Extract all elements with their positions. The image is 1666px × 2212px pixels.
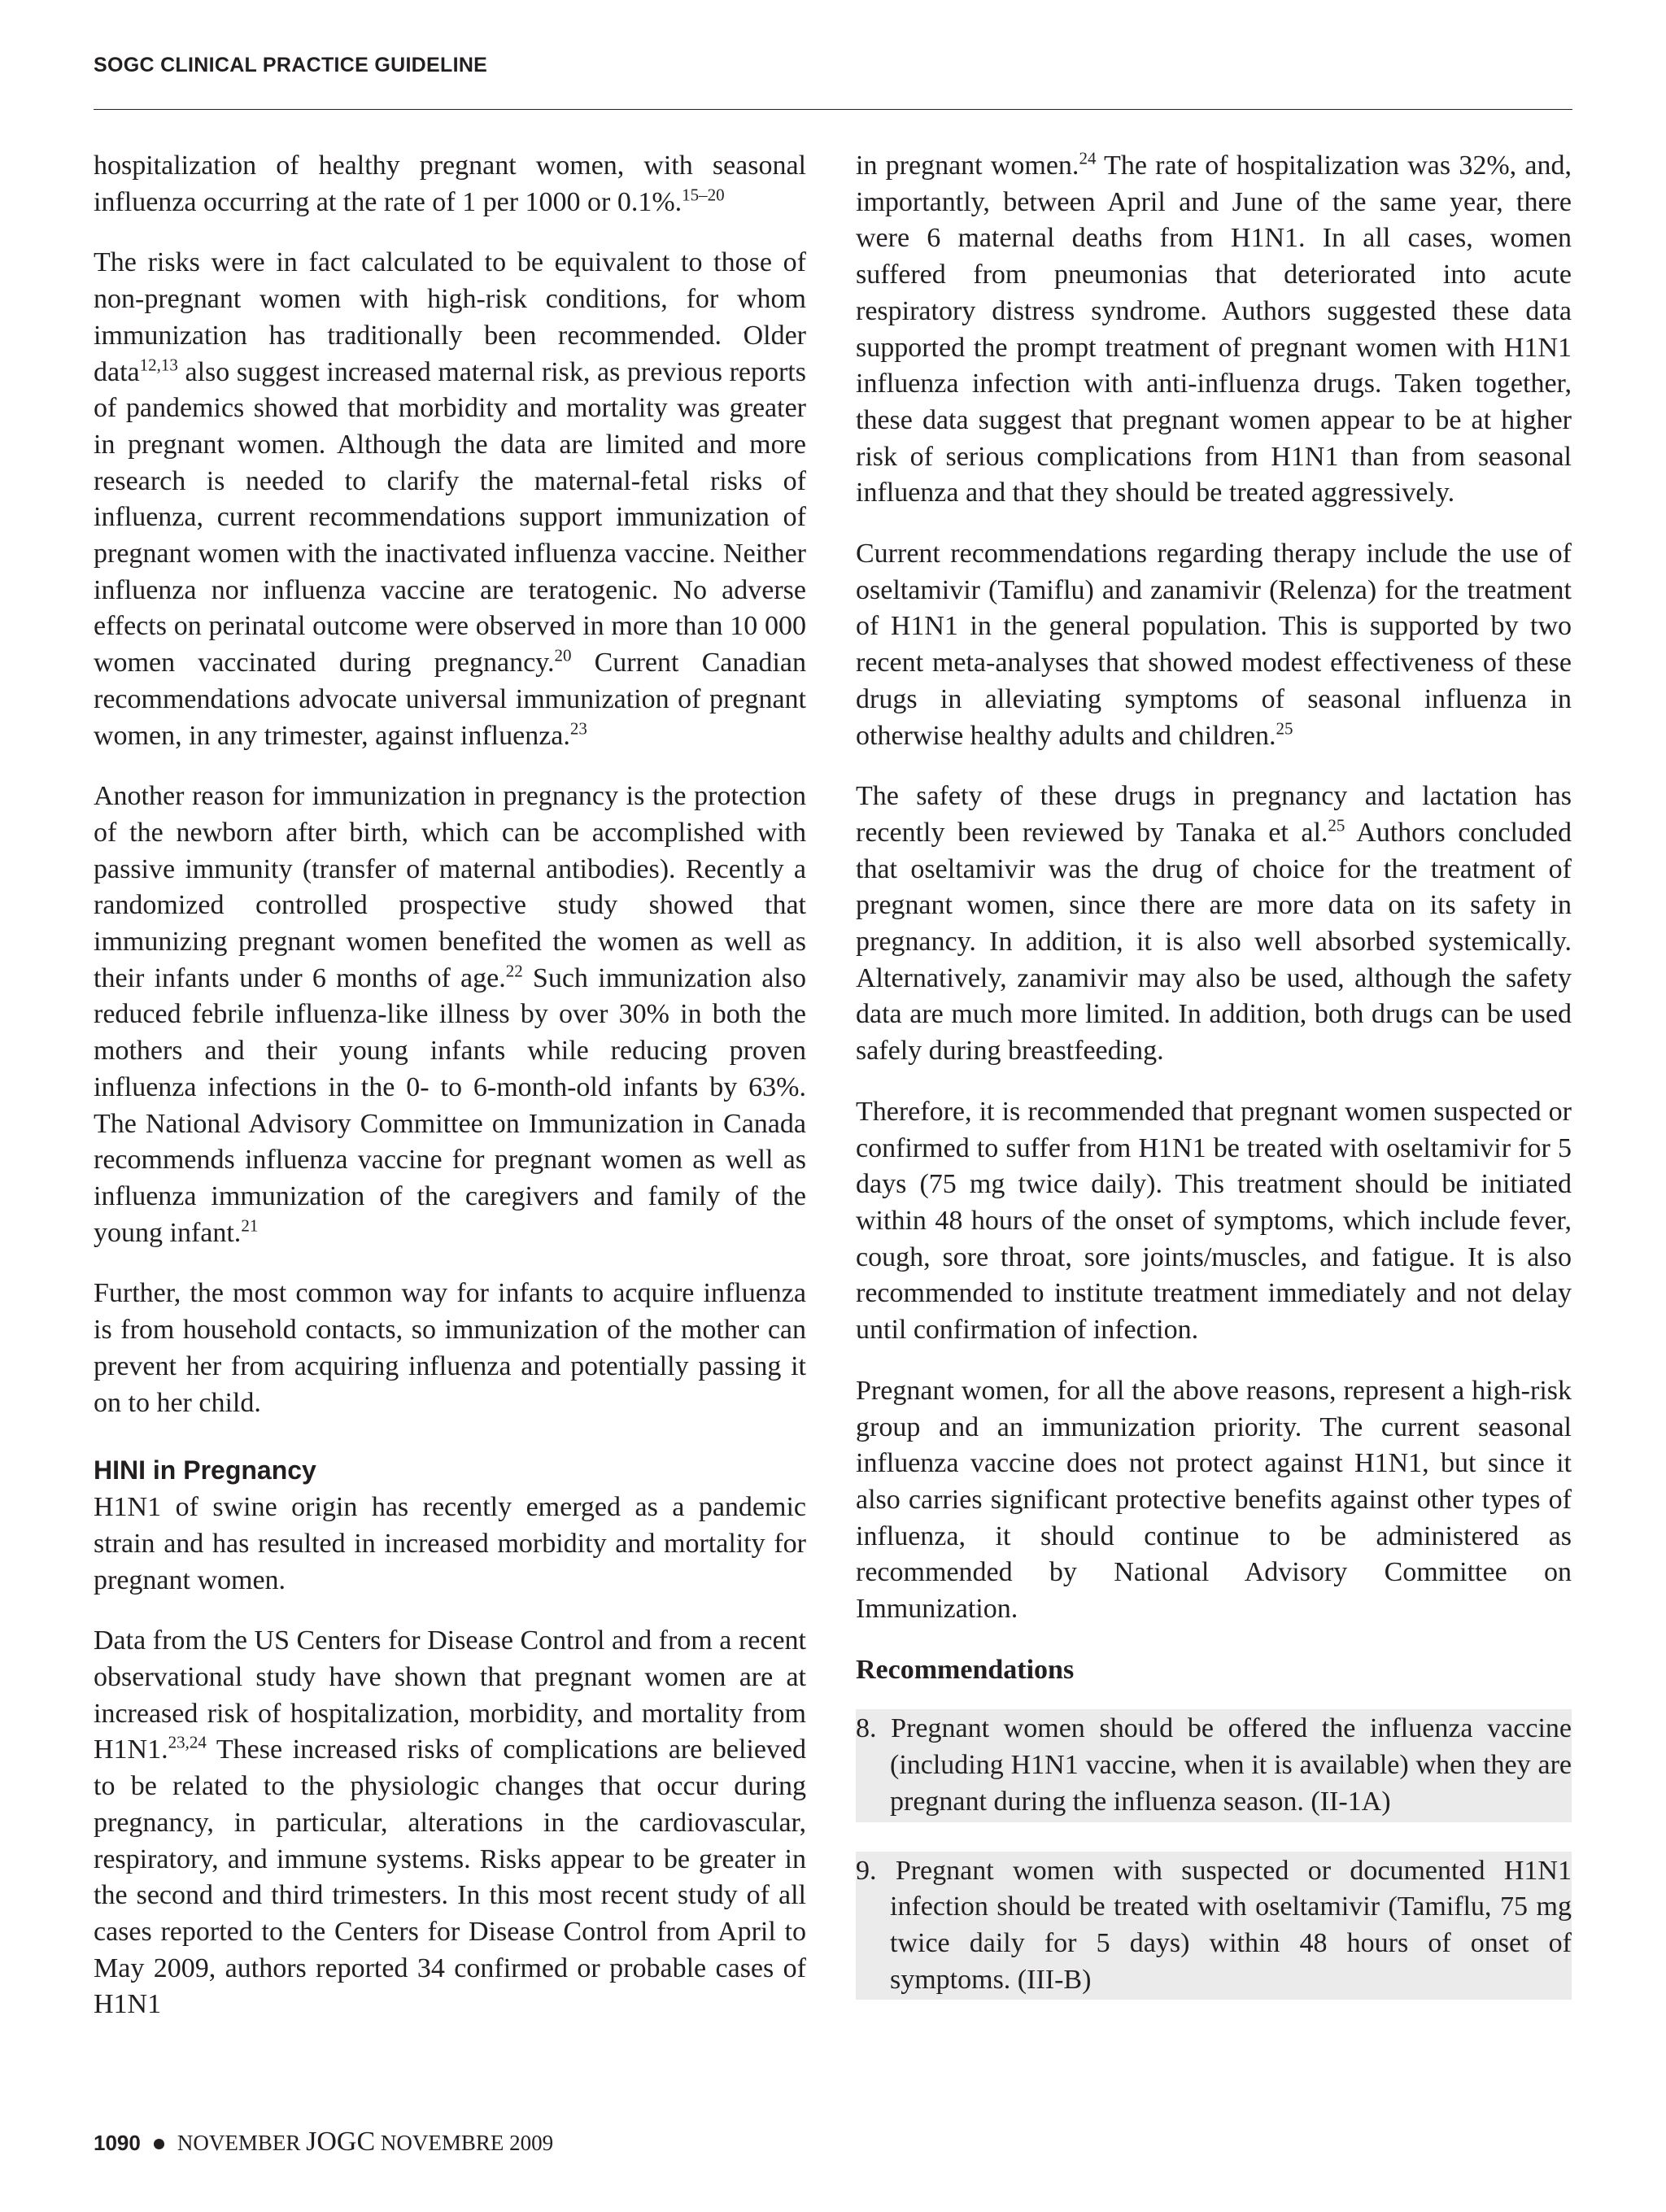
citation: 21 <box>241 1215 259 1236</box>
running-head: SOGC CLINICAL PRACTICE GUIDELINE <box>94 54 488 76</box>
header-rule <box>94 109 1572 110</box>
footer-month-year: NOVEMBRE 2009 <box>380 2131 554 2155</box>
footer-month: NOVEMBER <box>177 2131 301 2155</box>
citation: 12,13 <box>139 355 178 375</box>
citation: 22 <box>505 961 523 981</box>
citation: 25 <box>1328 815 1345 835</box>
journal-name: JOGC <box>306 2127 376 2157</box>
recommendation-8: 8. Pregnant women should be offered the influenza vaccine (including H1N1 vaccine, when it is available) when they are pregnant during the influenza season. (II-1A) <box>856 1709 1572 1822</box>
citation: 20 <box>554 645 572 665</box>
right-paragraph-1: in pregnant women.$^{24}$ The rate of hospitalization was 32%, and, importantly, between April and June of the same year, there were 6 maternal deaths from H1N1. In all cases, women suffered from pneumonias that deteriorated into acute respiratory distress syndrome. Authors suggested these data supported the prompt treatment of pregnant women with H1N1 influenza infection with anti-influenza drugs. Taken together, these data suggest that pregnant women appear to be at higher risk of serious complications from H1N1 than from seasonal influenza and that they should be treated aggressively. <box>856 148 1572 508</box>
left-paragraph-1: hospitalization of healthy pregnant women, with seasonal influenza occurring at the rate of 1 per 1000 or 0.1%.$^{15-20}$ <box>94 151 806 217</box>
right-paragraph-4: Therefore, it is recommended that pregnant women suspected or confirmed to suffer from H1N1 be treated with oseltamivir for 5 days (75 mg twice daily). This treatment should be initiated within 48 hours of the onset of symptoms, which include fever, cough, sore throat, sore joints/muscles, and fatigue. It is also recommended to institute treatment immediately and not delay until confirmation of infection. <box>856 1096 1572 1346</box>
right-paragraph-5: Pregnant women, for all the above reasons, represent a high-risk group and an immunization priority. The current seasonal influenza vaccine does not protect against H1N1, but since it also carries significant protective benefits against other types of influenza, it should continue to be administered as recommended by National Advisory Committee on Immunization. <box>856 1375 1572 1625</box>
citation: 23,24 <box>168 1733 207 1753</box>
citation: 15–20 <box>682 185 725 205</box>
right-paragraph-3: The safety of these drugs in pregnancy and lactation has recently been reviewed by Tanaka et al.$^{25}$ Authors concluded that oseltamivir was the drug of choice for the treatment of pregnant women, since there are more data on its safety in pregnancy. In addition, it is also well absorbed systemically. Alternatively, zanamivir may also be used, although the safety data are much more limited. In addition, both drugs can be used safely during breastfeeding. <box>856 781 1572 1067</box>
recommendation-9: 9. Pregnant women with suspected or documented H1N1 infection should be treated with oseltamivir (Tamiflu, 75 mg twice daily for 5 days) within 48 hours of onset of symptoms. (III-B) <box>856 1852 1572 2000</box>
left-paragraph-3: Another reason for immunization in pregnancy is the protection of the newborn after birth, which can be accomplished with passive immunity (transfer of maternal antibodies). Recently a randomized controlled prospective study showed that immunizing pregnant women benefited the women as well as their infants under 6 months of age.$^{22}$ Such immunization also reduced febrile influenza-like illness by over 30% in both the mothers and their young infants while reducing proven influenza infections in the 0- to 6-month-old infants by 63%. The National Advisory Committee on Immunization in Canada recommends influenza vaccine for pregnant women as well as influenza immunization of the caregivers and family of the young infant.$^{21}$ <box>94 781 806 1248</box>
left-paragraph-5: H1N1 of swine origin has recently emerged as a pandemic strain and has resulted in increased morbidity and mortality for pregnant women. <box>94 1492 806 1595</box>
page-number: 1090 <box>94 2131 141 2155</box>
left-paragraph-4: Further, the most common way for infants to acquire influenza is from household contacts, so immunization of the mother can prevent her from acquiring influenza and potentially passing it on to her child. <box>94 1278 806 1418</box>
citation: 25 <box>1276 718 1293 739</box>
left-column <box>94 148 806 2048</box>
right-column <box>856 148 1572 2029</box>
recommendations-heading: Recommendations <box>856 1654 1075 1685</box>
section-heading: HINI in Pregnancy <box>94 1455 316 1486</box>
left-paragraph-6: Data from the US Centers for Disease Control and from a recent observational study have shown that pregnant women are at increased risk of hospitalization, morbidity, and mortality from H1N1.$^{23,24}$ These increased risks of complications are believed to be related to the physiologic changes that occur during pregnancy, in particular, alterations in the cardiovascular, respiratory, and immune systems. Risks appear to be greater in the second and third trimesters. In this most recent study of all cases reported to the Centers for Disease Control from April to May 2009, authors reported 34 confirmed or probable cases of H1N1 <box>94 1625 806 2020</box>
page-footer <box>94 2127 553 2157</box>
bullet-icon <box>154 2139 164 2149</box>
citation: 24 <box>1079 148 1097 168</box>
left-paragraph-2: The risks were in fact calculated to be equivalent to those of non-pregnant women with high-risk conditions, for whom immunization has traditionally been recommended. Older data$^{12,13}$ also suggest increased maternal risk, as previous reports of pandemics showed that morbidity and mortality was greater in pregnant women. Although the data are limited and more research is needed to clarify the maternal-fetal risks of influenza, current recommendations support immunization of pregnant women with the inactivated influenza vaccine. Neither influenza nor influenza vaccine are teratogenic. No adverse effects on perinatal outcome were observed in more than 10 000 women vaccinated during pregnancy.$^{20}$ Current Canadian recommendations advocate universal immunization of pregnant women, in any trimester, against influenza.$^{23}$ <box>94 247 806 751</box>
citation: 23 <box>569 718 587 739</box>
right-paragraph-2: Current recommendations regarding therapy include the use of oseltamivir (Tamiflu) and zanamivir (Relenza) for the treatment of H1N1 in the general population. This is supported by two recent meta-analyses that showed modest effectiveness of these drugs in alleviating symptoms of seasonal influenza in otherwise healthy adults and children.$^{25}$ <box>856 539 1572 751</box>
